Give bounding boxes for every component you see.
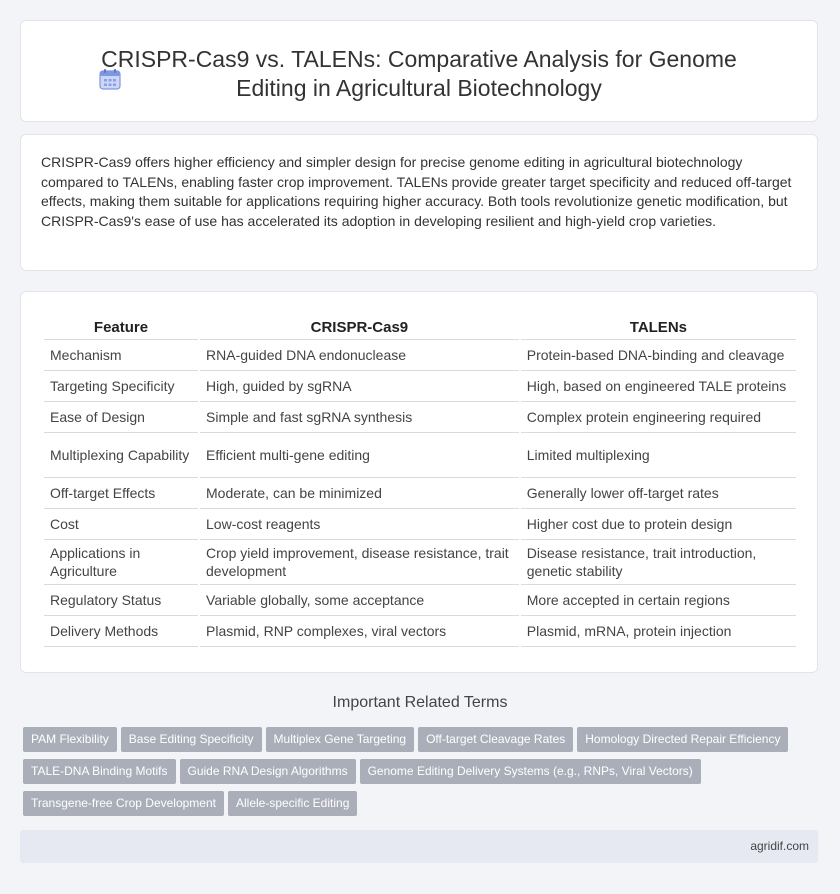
feature-cell: Mechanism: [44, 340, 198, 371]
table-row: [44, 402, 796, 433]
footer-site-link[interactable]: agridif.com: [750, 839, 809, 853]
talens-cell: Plasmid, mRNA, protein injection: [521, 616, 796, 647]
talens-cell: High, based on engineered TALE proteins: [521, 371, 796, 402]
crispr-cell: Low-cost reagents: [200, 509, 519, 540]
table-header-row: [44, 317, 796, 340]
related-term-tag[interactable]: Base Editing Specificity: [121, 727, 262, 752]
crispr-cell: Moderate, can be minimized: [200, 478, 519, 509]
talens-cell: Generally lower off-target rates: [521, 478, 796, 509]
feature-cell: Applications in Agriculture: [44, 540, 198, 585]
page-title: CRISPR-Cas9 vs. TALENs: Comparative Analysis for Genome Editing in Agricultural Biotechnology: [101, 46, 737, 101]
crispr-cell: RNA-guided DNA endonuclease: [200, 340, 519, 371]
feature-cell: Multiplexing Capability: [44, 433, 198, 478]
related-terms-list: [23, 727, 803, 823]
table-row: [44, 585, 796, 616]
related-term-tag[interactable]: Allele-specific Editing: [228, 791, 357, 816]
related-term-tag[interactable]: Genome Editing Delivery Systems (e.g., RNPs, Viral Vectors): [360, 759, 701, 784]
table-row: [44, 478, 796, 509]
talens-cell: Protein-based DNA-binding and cleavage: [521, 340, 796, 371]
summary-card: [20, 134, 818, 271]
crispr-cell: Efficient multi-gene editing: [200, 433, 519, 478]
comparison-card: [20, 291, 818, 673]
footer: [20, 830, 818, 863]
talens-cell: Disease resistance, trait introduction, genetic stability: [521, 540, 796, 585]
column-header-crispr: CRISPR-Cas9: [200, 317, 519, 340]
crispr-cell: Crop yield improvement, disease resistance, trait development: [200, 540, 519, 585]
crispr-cell: Plasmid, RNP complexes, viral vectors: [200, 616, 519, 647]
table-row: [44, 340, 796, 371]
feature-cell: Off-target Effects: [44, 478, 198, 509]
related-term-tag[interactable]: Transgene-free Crop Development: [23, 791, 224, 816]
feature-cell: Cost: [44, 509, 198, 540]
related-term-tag[interactable]: PAM Flexibility: [23, 727, 117, 752]
feature-cell: Delivery Methods: [44, 616, 198, 647]
comparison-table: [42, 317, 798, 647]
crispr-cell: Variable globally, some acceptance: [200, 585, 519, 616]
crispr-cell: High, guided by sgRNA: [200, 371, 519, 402]
column-header-feature: Feature: [44, 317, 198, 340]
table-row: [44, 616, 796, 647]
header-card: [20, 20, 818, 122]
table-row: [44, 371, 796, 402]
feature-cell: Targeting Specificity: [44, 371, 198, 402]
crispr-cell: Simple and fast sgRNA synthesis: [200, 402, 519, 433]
talens-cell: More accepted in certain regions: [521, 585, 796, 616]
talens-cell: Complex protein engineering required: [521, 402, 796, 433]
related-term-tag[interactable]: Multiplex Gene Targeting: [266, 727, 415, 752]
summary-text: CRISPR-Cas9 offers higher efficiency and simpler design for precise genome editing in agricultural biotechnology compared to TALENs, enabling faster crop improvement. TALENs provide greater target specificity and reduced off-target effects, making them suitable for applications requiring higher accuracy. Both tools revolutionize genetic modification, but CRISPR-Cas9's ease of use has accelerated its adoption in developing resilient and high-yield crop varieties.: [41, 154, 792, 229]
talens-cell: Higher cost due to protein design: [521, 509, 796, 540]
related-term-tag[interactable]: Homology Directed Repair Efficiency: [577, 727, 788, 752]
column-header-talens: TALENs: [521, 317, 796, 340]
talens-cell: Limited multiplexing: [521, 433, 796, 478]
related-term-tag[interactable]: TALE-DNA Binding Motifs: [23, 759, 176, 784]
feature-cell: Ease of Design: [44, 402, 198, 433]
feature-cell: Regulatory Status: [44, 585, 198, 616]
related-term-tag[interactable]: Off-target Cleavage Rates: [418, 727, 573, 752]
related-terms-title: Important Related Terms: [332, 694, 508, 711]
table-row: [44, 509, 796, 540]
related-term-tag[interactable]: Guide RNA Design Algorithms: [180, 759, 356, 784]
table-row: [44, 540, 796, 585]
table-row: [44, 433, 796, 478]
